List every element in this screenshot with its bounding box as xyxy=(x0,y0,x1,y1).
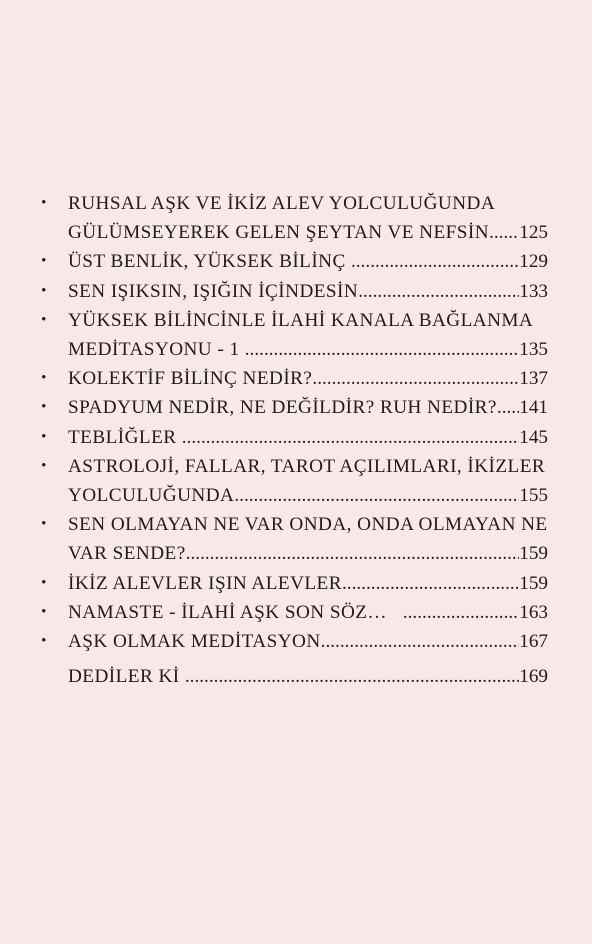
toc-entry xyxy=(38,423,548,452)
dot-leader xyxy=(403,598,519,627)
page-number: 125 xyxy=(519,222,548,244)
page-number: 129 xyxy=(519,251,548,273)
toc-entry-line xyxy=(68,393,548,422)
dot-leader xyxy=(358,277,519,306)
toc-entry-title: NAMASTE - İLAHİ AŞK SON SÖZ… xyxy=(68,601,403,623)
page-number: 137 xyxy=(519,368,548,390)
page-number: 159 xyxy=(519,572,548,594)
toc-entry-line xyxy=(68,335,548,364)
toc-entry-line xyxy=(68,247,548,276)
dot-leader xyxy=(186,539,520,568)
bullet-icon: • xyxy=(41,399,47,416)
toc-entry xyxy=(38,598,548,627)
toc-entry xyxy=(38,510,548,568)
toc-entry-title: DEDİLER Kİ xyxy=(68,666,185,688)
page-number: 159 xyxy=(519,543,548,565)
page-number: 167 xyxy=(519,631,548,653)
dot-leader xyxy=(321,627,520,656)
page-number: 155 xyxy=(519,485,548,507)
toc-entry xyxy=(38,247,548,276)
toc-entry-title-line: YÜKSEK BİLİNCİNLE İLAHİ KANALA BAĞLANMA xyxy=(68,309,534,331)
page-number: 135 xyxy=(519,339,548,361)
bullet-icon: • xyxy=(41,311,47,328)
toc-entry-title: İKİZ ALEVLER IŞIN ALEVLER xyxy=(68,572,342,594)
toc-entry-title: ÜST BENLİK, YÜKSEK BİLİNÇ xyxy=(68,251,351,273)
toc-entry-line xyxy=(68,569,548,598)
toc-entry-line xyxy=(68,598,548,627)
toc-entry-line xyxy=(68,539,548,568)
dot-leader xyxy=(185,662,519,691)
bullet-icon: • xyxy=(41,633,47,650)
page-number: 141 xyxy=(519,397,548,419)
dot-leader xyxy=(312,364,519,393)
dot-leader xyxy=(234,481,519,510)
toc-entry-title: TEBLİĞLER xyxy=(68,426,182,448)
toc-entry-line xyxy=(68,481,548,510)
toc-entry-line xyxy=(68,218,548,247)
toc-entry-title: KOLEKTİF BİLİNÇ NEDİR? xyxy=(68,368,313,390)
toc-entry-title: MEDİTASYONU - 1 xyxy=(68,339,245,361)
toc-entry-title: GÜLÜMSEYEREK GELEN ŞEYTAN VE NEFSİN xyxy=(68,222,490,244)
toc-entry-title: YOLCULUĞUNDA xyxy=(68,485,235,507)
page-number: 169 xyxy=(519,666,548,688)
table-of-contents xyxy=(38,189,548,691)
dot-leader xyxy=(351,247,519,276)
toc-entry xyxy=(38,189,548,247)
toc-entry-line xyxy=(68,364,548,393)
bullet-icon: • xyxy=(41,370,47,387)
toc-entry xyxy=(38,662,548,691)
bullet-icon: • xyxy=(41,428,47,445)
page-number: 145 xyxy=(519,426,548,448)
bullet-icon: • xyxy=(41,195,47,211)
bullet-icon: • xyxy=(41,603,47,620)
toc-entry-title-line: ASTROLOJİ, FALLAR, TAROT AÇILIMLARI, İKİZLER xyxy=(68,455,546,477)
dot-leader xyxy=(489,218,519,247)
toc-entry-title: SEN IŞIKSIN, IŞIĞIN İÇİNDESİN xyxy=(68,280,359,302)
toc-entry xyxy=(38,627,548,656)
bullet-icon: • xyxy=(41,282,47,299)
toc-entry xyxy=(38,277,548,306)
toc-entry-line xyxy=(68,277,548,306)
bullet-icon: • xyxy=(41,516,47,533)
dot-leader xyxy=(245,335,519,364)
toc-entry xyxy=(38,306,548,364)
toc-entry-title: AŞK OLMAK MEDİTASYON xyxy=(68,631,321,653)
dot-leader xyxy=(342,569,519,598)
toc-entry-line xyxy=(68,662,548,691)
page-number: 133 xyxy=(519,280,548,302)
toc-entry-title-line: SEN OLMAYAN NE VAR ONDA, ONDA OLMAYAN NE xyxy=(68,514,548,536)
toc-entry xyxy=(38,452,548,510)
toc-entry-title: VAR SENDE? xyxy=(68,543,186,565)
bullet-icon: • xyxy=(41,574,47,591)
bullet-icon: • xyxy=(41,253,47,270)
bullet-icon: • xyxy=(41,457,47,474)
toc-entry xyxy=(38,364,548,393)
toc-entry-title: SPADYUM NEDİR, NE DEĞİLDİR? RUH NEDİR? xyxy=(68,397,497,419)
toc-entry-line xyxy=(68,423,548,452)
page-number: 163 xyxy=(519,601,548,623)
toc-entry-line xyxy=(68,627,548,656)
toc-entry xyxy=(38,393,548,422)
dot-leader xyxy=(497,393,519,422)
toc-entry xyxy=(38,569,548,598)
toc-entry-title-line: RUHSAL AŞK VE İKİZ ALEV YOLCULUĞUNDA xyxy=(68,193,496,214)
dot-leader xyxy=(182,423,519,452)
